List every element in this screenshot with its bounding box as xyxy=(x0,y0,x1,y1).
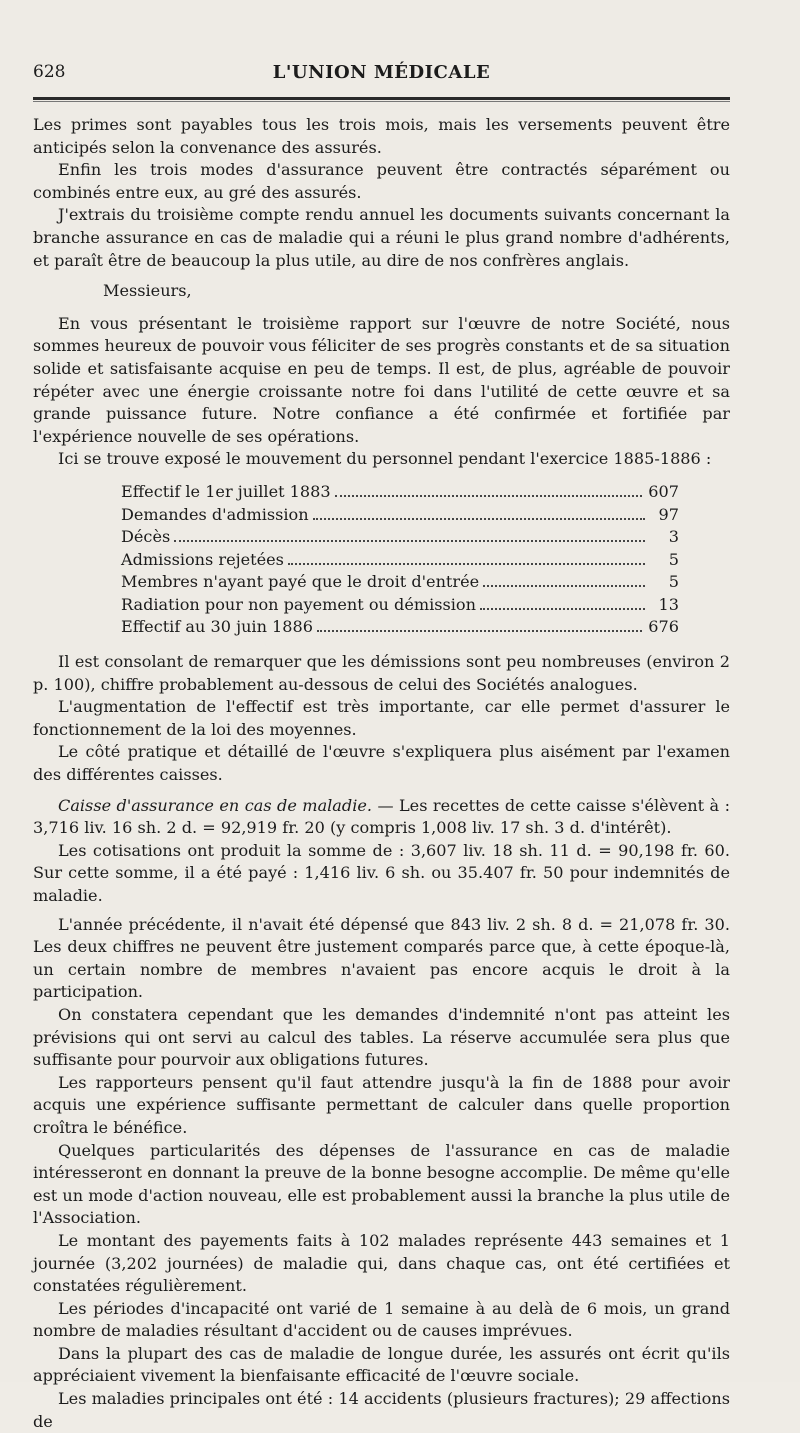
paragraph: L'année précédente, il n'avait été dépensé que 843 liv. 2 sh. 8 d. = 21,078 fr. 30. Les deux chiffres ne peuvent être justement comparés parce que, à cette époque-là, un certain nombre de membres n'avaient pas encore acquis le droit à la participation. xyxy=(33,914,730,1002)
paragraph: Les maladies principales ont été : 14 accidents (plusieurs fractures); 29 affections de xyxy=(33,1389,730,1431)
item-value: 5 xyxy=(668,549,679,569)
paragraph: Le côté pratique et détaillé de l'œuvre s'expliquera plus aisément par l'examen des différentes caisses. xyxy=(33,742,730,785)
list-item xyxy=(121,616,679,639)
caisse-text: — Les recettes de cette caisse s'élèvent à : 3,716 liv. 16 sh. 2 d. = 92,919 fr. 20 (y compris 1,008 liv. 17 sh. 3 d. d'intérêt). xyxy=(33,795,731,838)
paragraph: Quelques particularités des dépenses de l'assurance en cas de maladie intéresseront en donnant la preuve de la bonne besogne accomplie. De même qu'elle est un mode d'action nouveau, elle est probablement aussi la branche la plus utile de l'Association. xyxy=(33,1140,730,1228)
list-item xyxy=(121,594,679,617)
header-rule xyxy=(33,97,730,100)
page-header xyxy=(33,62,730,90)
paragraph: Enfin les trois modes d'assurance peuvent être contractés séparément ou combinés entre eux, au gré des assurés. xyxy=(33,160,730,202)
personnel-movement-list xyxy=(121,481,679,639)
item-value: 97 xyxy=(658,504,679,524)
paragraph: L'augmentation de l'effectif est très importante, car elle permet d'assurer le fonctionnement de la loi des moyennes. xyxy=(33,697,730,739)
dot-leader xyxy=(480,608,645,610)
list-item xyxy=(121,481,679,504)
item-value: 607 xyxy=(648,481,679,501)
paragraph: Ici se trouve exposé le mouvement du personnel pendant l'exercice 1885-1886 : xyxy=(58,449,712,469)
dot-leader xyxy=(483,585,645,587)
dot-leader xyxy=(335,495,643,497)
item-value: 13 xyxy=(658,594,679,614)
paragraph: Le montant des payements faits à 102 malades représente 443 semaines et 1 journée (3,202 journées) de maladie qui, dans chaque cas, ont été certifiées et constatées régulièrement. xyxy=(33,1230,730,1296)
article-body xyxy=(33,114,730,1433)
paragraph: Les primes sont payables tous les trois mois, mais les versements peuvent être anticipés selon la convenance des assurés. xyxy=(33,115,730,157)
list-item xyxy=(121,549,679,572)
item-value: 676 xyxy=(648,617,679,637)
dot-leader xyxy=(313,518,645,520)
page-number: 628 xyxy=(33,62,66,82)
item-value: 5 xyxy=(668,572,679,592)
dot-leader xyxy=(288,563,645,565)
section-title: Caisse d'assurance en cas de maladie. xyxy=(58,795,372,815)
item-value: 3 xyxy=(668,527,679,547)
list-item xyxy=(121,571,679,594)
item-label: Admissions rejetées xyxy=(121,549,284,569)
list-item xyxy=(121,526,679,549)
running-title: L'UNION MÉDICALE xyxy=(272,62,491,83)
item-label: Décès xyxy=(121,527,171,547)
header-rule-thin xyxy=(33,101,730,102)
paragraph: Les périodes d'incapacité ont varié de 1 semaine à au delà de 6 mois, un grand nombre de maladies résultant d'accident ou de causes imprévues. xyxy=(33,1298,730,1341)
item-label: Effectif le 1er juillet 1883 xyxy=(121,481,331,501)
paragraph: Les cotisations ont produit la somme de : 3,607 liv. 18 sh. 11 d. = 90,198 fr. 60. Sur cette somme, il a été payé : 1,416 liv. 6 sh. ou 35.407 fr. 50 pour indemnités de maladie. xyxy=(33,840,730,905)
item-label: Radiation pour non payement ou démission xyxy=(121,594,476,614)
item-label: Effectif au 30 juin 1886 xyxy=(121,617,314,637)
paragraph: Les rapporteurs pensent qu'il faut attendre jusqu'à la fin de 1888 pour avoir acquis une expérience suffisante permettant de calculer dans quelle proportion croîtra le bénéfice. xyxy=(33,1072,730,1137)
paragraph: Il est consolant de remarquer que les démissions sont peu nombreuses (environ 2 p. 100), chiffre probablement au-dessous de celui des Sociétés analogues. xyxy=(33,652,730,694)
list-item xyxy=(121,504,679,527)
dot-leader xyxy=(317,630,642,632)
dot-leader xyxy=(174,540,645,542)
paragraph: J'extrais du troisième compte rendu annuel les documents suivants concernant la branche assurance en cas de maladie qui a réuni le plus grand nombre d'adhérents, et paraît être de beaucoup la plus utile, au dire de nos confrères anglais. xyxy=(33,205,730,270)
item-label: Demandes d'admission xyxy=(121,504,309,524)
greeting: Messieurs, xyxy=(103,281,192,301)
caisse-paragraph xyxy=(33,795,730,840)
paragraph: En vous présentant le troisième rapport sur l'œuvre de notre Société, nous sommes heureux de pouvoir vous féliciter de ses progrès constants et de sa situation solide et satisfaisante acquise en peu de temps. Il est, de plus, agréable de pouvoir répéter avec une énergie croissante notre foi dans l'utilité de cette œuvre et sa grande puissance future. Notre confiance a été confirmée et fortifiée par l'expérience nouvelle de ses opérations. xyxy=(33,313,730,446)
item-label: Membres n'ayant payé que le droit d'entrée xyxy=(121,572,480,592)
paragraph: On constatera cependant que les demandes d'indemnité n'ont pas atteint les prévisions qui ont servi au calcul des tables. La réserve accumulée sera plus que suffisante pour pourvoir aux obligations futures. xyxy=(33,1004,730,1070)
paragraph: Dans la plupart des cas de maladie de longue durée, les assurés ont écrit qu'ils appréciaient vivement la bienfaisante efficacité de l'œuvre sociale. xyxy=(33,1343,730,1386)
